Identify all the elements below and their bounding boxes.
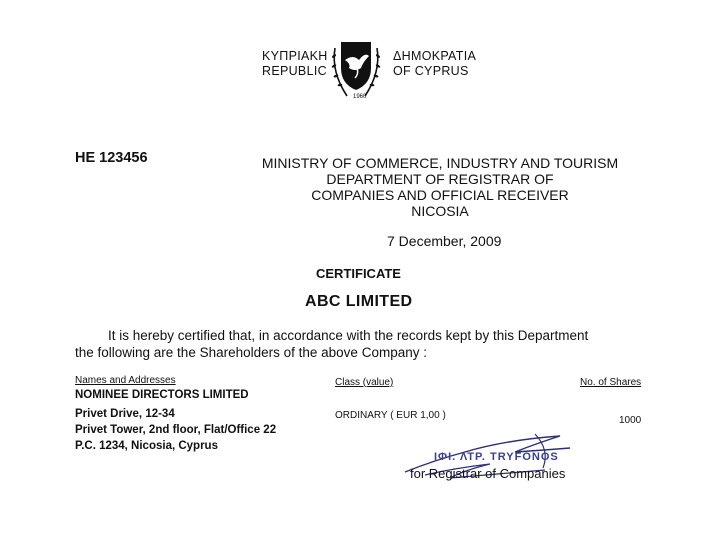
share-class: ORDINARY ( EUR 1,00 ) bbox=[335, 410, 446, 421]
company-name: ABC LIMITED bbox=[305, 293, 413, 310]
signature-for-line: for Registrar of Companies bbox=[410, 466, 566, 481]
statement-line-1: It is hereby certified that, in accordance with the records kept by this Department bbox=[108, 328, 589, 343]
authority-line-4: NICOSIA bbox=[411, 203, 469, 219]
svg-text:1960: 1960 bbox=[353, 94, 367, 100]
shareholder-address-2: Privet Tower, 2nd floor, Flat/Office 22 bbox=[75, 424, 277, 436]
column-header-shares: No. of Shares bbox=[580, 377, 642, 388]
column-header-class: Class (value) bbox=[335, 377, 394, 388]
header-right bbox=[393, 49, 476, 79]
cyprus-coat-of-arms-icon bbox=[327, 38, 385, 102]
share-count: 1000 bbox=[619, 415, 642, 426]
statement-line-2: the following are the Shareholders of the above Company : bbox=[75, 345, 427, 360]
authority-line-3: COMPANIES AND OFFICIAL RECEIVER bbox=[311, 187, 569, 203]
header-english-left: REPUBLIC bbox=[262, 64, 327, 78]
header-left bbox=[262, 49, 328, 79]
column-header-names: Names and Addresses bbox=[75, 375, 176, 386]
certificate-date: 7 December, 2009 bbox=[387, 233, 502, 249]
shareholder-address-3: P.C. 1234, Nicosia, Cyprus bbox=[75, 440, 218, 452]
shareholder-entry bbox=[75, 387, 276, 454]
header-greek-left: ΚΥΠΡΙΑΚΗ bbox=[262, 49, 328, 63]
signatory-stamp: ΙΦΙ. ΛΤΡ. TRYFONOS bbox=[434, 451, 559, 463]
authority-line-2: DEPARTMENT OF REGISTRAR OF bbox=[326, 171, 554, 187]
issuing-authority bbox=[240, 155, 640, 219]
registration-number: HE 123456 bbox=[75, 150, 148, 166]
authority-line-1: MINISTRY OF COMMERCE, INDUSTRY AND TOURISM bbox=[261, 155, 619, 171]
certificate-title: CERTIFICATE bbox=[316, 266, 401, 281]
header-greek-right: ΔΗΜΟΚΡΑΤΙΑ bbox=[393, 49, 477, 63]
shareholder-name: NOMINEE DIRECTORS LIMITED bbox=[75, 389, 249, 401]
header-english-right: OF CYPRUS bbox=[393, 64, 469, 78]
shareholder-address-1: Privet Drive, 12-34 bbox=[75, 408, 175, 420]
